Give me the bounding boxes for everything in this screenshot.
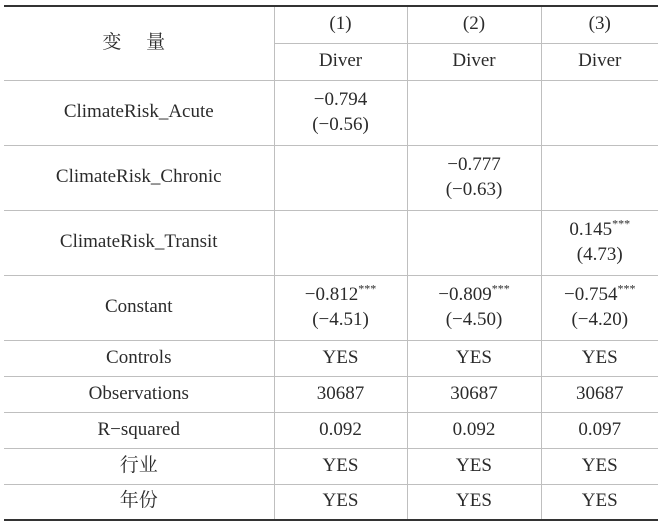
cell-year-col1: YES (274, 484, 407, 520)
dependent-variable-2: Diver (407, 43, 541, 80)
row-label: ClimateRisk_Chronic (4, 145, 274, 210)
t-statistic: (−0.63) (445, 178, 503, 200)
row-label: ClimateRisk_Transit (4, 210, 274, 275)
coefficient: −0.777 (447, 153, 501, 175)
row-label: 年份 (4, 484, 274, 520)
cell-transit-col1 (274, 210, 407, 275)
cell-constant-col2 (407, 275, 541, 340)
coefficient: −0.794 (313, 88, 368, 110)
t-statistic: (−4.51) (312, 308, 369, 330)
t-statistic: (−4.50) (445, 308, 503, 330)
cell-chronic-col2 (407, 145, 541, 210)
cell-chronic-col1 (274, 145, 407, 210)
coefficient-with-stars (542, 283, 659, 308)
cell-industry-col1: YES (274, 448, 407, 484)
row-label: R−squared (4, 412, 274, 448)
cell-controls-col2: YES (407, 340, 541, 376)
dependent-variable-1: Diver (274, 43, 407, 80)
header-row-columns (4, 6, 658, 43)
cell-acute-col2 (407, 80, 541, 145)
variable-header: 变 量 (4, 6, 274, 80)
row-label: Observations (4, 376, 274, 412)
coefficient: 0.145 (569, 218, 613, 240)
cell-industry-col3: YES (541, 448, 658, 484)
t-statistic: (−0.56) (312, 113, 369, 135)
cell-transit-col3 (541, 210, 658, 275)
cell-rsquared-col2: 0.092 (407, 412, 541, 448)
row-label: Controls (4, 340, 274, 376)
cell-acute-col1 (274, 80, 407, 145)
cell-controls-col3: YES (541, 340, 658, 376)
coefficient: −0.809 (438, 283, 492, 305)
significance-stars: *** (612, 216, 631, 231)
cell-constant-col1 (274, 275, 407, 340)
row-controls (4, 340, 658, 376)
cell-rsquared-col1: 0.092 (274, 412, 407, 448)
cell-year-col2: YES (407, 484, 541, 520)
row-climaterisk-chronic (4, 145, 658, 210)
t-statistic: (−4.20) (571, 308, 629, 330)
coefficient: −0.812 (304, 283, 359, 305)
column-number-2: (2) (407, 6, 541, 43)
significance-stars: *** (491, 281, 510, 296)
cell-transit-col2 (407, 210, 541, 275)
column-number-1: (1) (274, 6, 407, 43)
cell-observations-col3: 30687 (541, 376, 658, 412)
row-climaterisk-acute (4, 80, 658, 145)
column-number-3: (3) (541, 6, 658, 43)
row-climaterisk-transit (4, 210, 658, 275)
coefficient-with-stars (408, 283, 541, 308)
coefficient-with-stars (542, 218, 659, 243)
row-rsquared (4, 412, 658, 448)
cell-acute-col3 (541, 80, 658, 145)
cell-industry-col2: YES (407, 448, 541, 484)
coefficient: −0.754 (564, 283, 618, 305)
cell-observations-col1: 30687 (274, 376, 407, 412)
coefficient-with-stars (275, 283, 407, 308)
t-statistic: (4.73) (576, 243, 623, 265)
cell-rsquared-col3: 0.097 (541, 412, 658, 448)
cell-chronic-col3 (541, 145, 658, 210)
row-industry (4, 448, 658, 484)
dependent-variable-3: Diver (541, 43, 658, 80)
significance-stars: *** (358, 281, 377, 296)
regression-table (4, 5, 658, 521)
cell-year-col3: YES (541, 484, 658, 520)
significance-stars: *** (617, 281, 636, 296)
row-label: Constant (4, 275, 274, 340)
cell-constant-col3 (541, 275, 658, 340)
cell-controls-col1: YES (274, 340, 407, 376)
row-year (4, 484, 658, 520)
row-observations (4, 376, 658, 412)
row-label: ClimateRisk_Acute (4, 80, 274, 145)
row-label: 行业 (4, 448, 274, 484)
row-constant (4, 275, 658, 340)
cell-observations-col2: 30687 (407, 376, 541, 412)
